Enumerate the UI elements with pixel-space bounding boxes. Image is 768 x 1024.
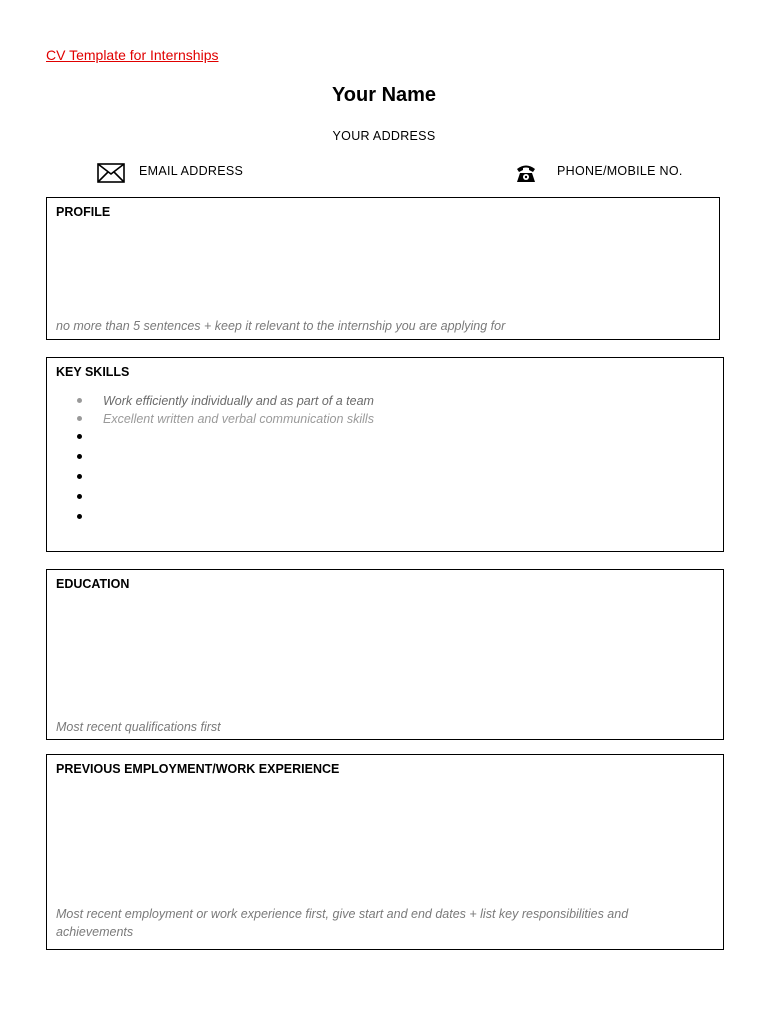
bullet-icon [77, 454, 82, 459]
bullet-icon [77, 398, 82, 403]
list-item [77, 488, 374, 508]
phone-label: PHONE/MOBILE NO. [557, 164, 683, 178]
list-item [77, 468, 374, 488]
skills-list [77, 392, 374, 528]
candidate-address: YOUR ADDRESS [332, 129, 436, 143]
profile-hint: no more than 5 sentences + keep it relevant to the internship you are applying for [56, 319, 506, 333]
education-hint: Most recent qualifications first [56, 720, 221, 734]
bullet-icon [77, 494, 82, 499]
envelope-icon [97, 163, 125, 183]
employment-section [46, 754, 724, 950]
list-item [77, 392, 374, 410]
profile-title: PROFILE [56, 205, 111, 219]
candidate-name: Your Name [331, 84, 437, 106]
list-item [77, 508, 374, 528]
bullet-icon [77, 416, 82, 421]
bullet-icon [77, 434, 82, 439]
list-item [77, 448, 374, 468]
bullet-icon [77, 514, 82, 519]
profile-section [46, 197, 720, 340]
education-section [46, 569, 724, 740]
key-skills-title: KEY SKILLS [56, 365, 130, 379]
telephone-icon [515, 163, 537, 183]
list-item [77, 410, 374, 428]
email-label: EMAIL ADDRESS [139, 164, 244, 178]
bullet-icon [77, 474, 82, 479]
key-skills-section [46, 357, 724, 552]
employment-title: PREVIOUS EMPLOYMENT/WORK EXPERIENCE [56, 762, 340, 776]
contact-row [0, 160, 768, 186]
list-item [77, 428, 374, 448]
skill-text: Work efficiently individually and as part of a team [103, 394, 374, 408]
employment-hint: Most recent employment or work experience first, give start and end dates + list key responsibilities and achievements [56, 907, 629, 939]
education-title: EDUCATION [56, 577, 130, 591]
cv-template-link[interactable]: CV Template for Internships [46, 47, 219, 63]
skill-text: Excellent written and verbal communication skills [103, 412, 374, 426]
